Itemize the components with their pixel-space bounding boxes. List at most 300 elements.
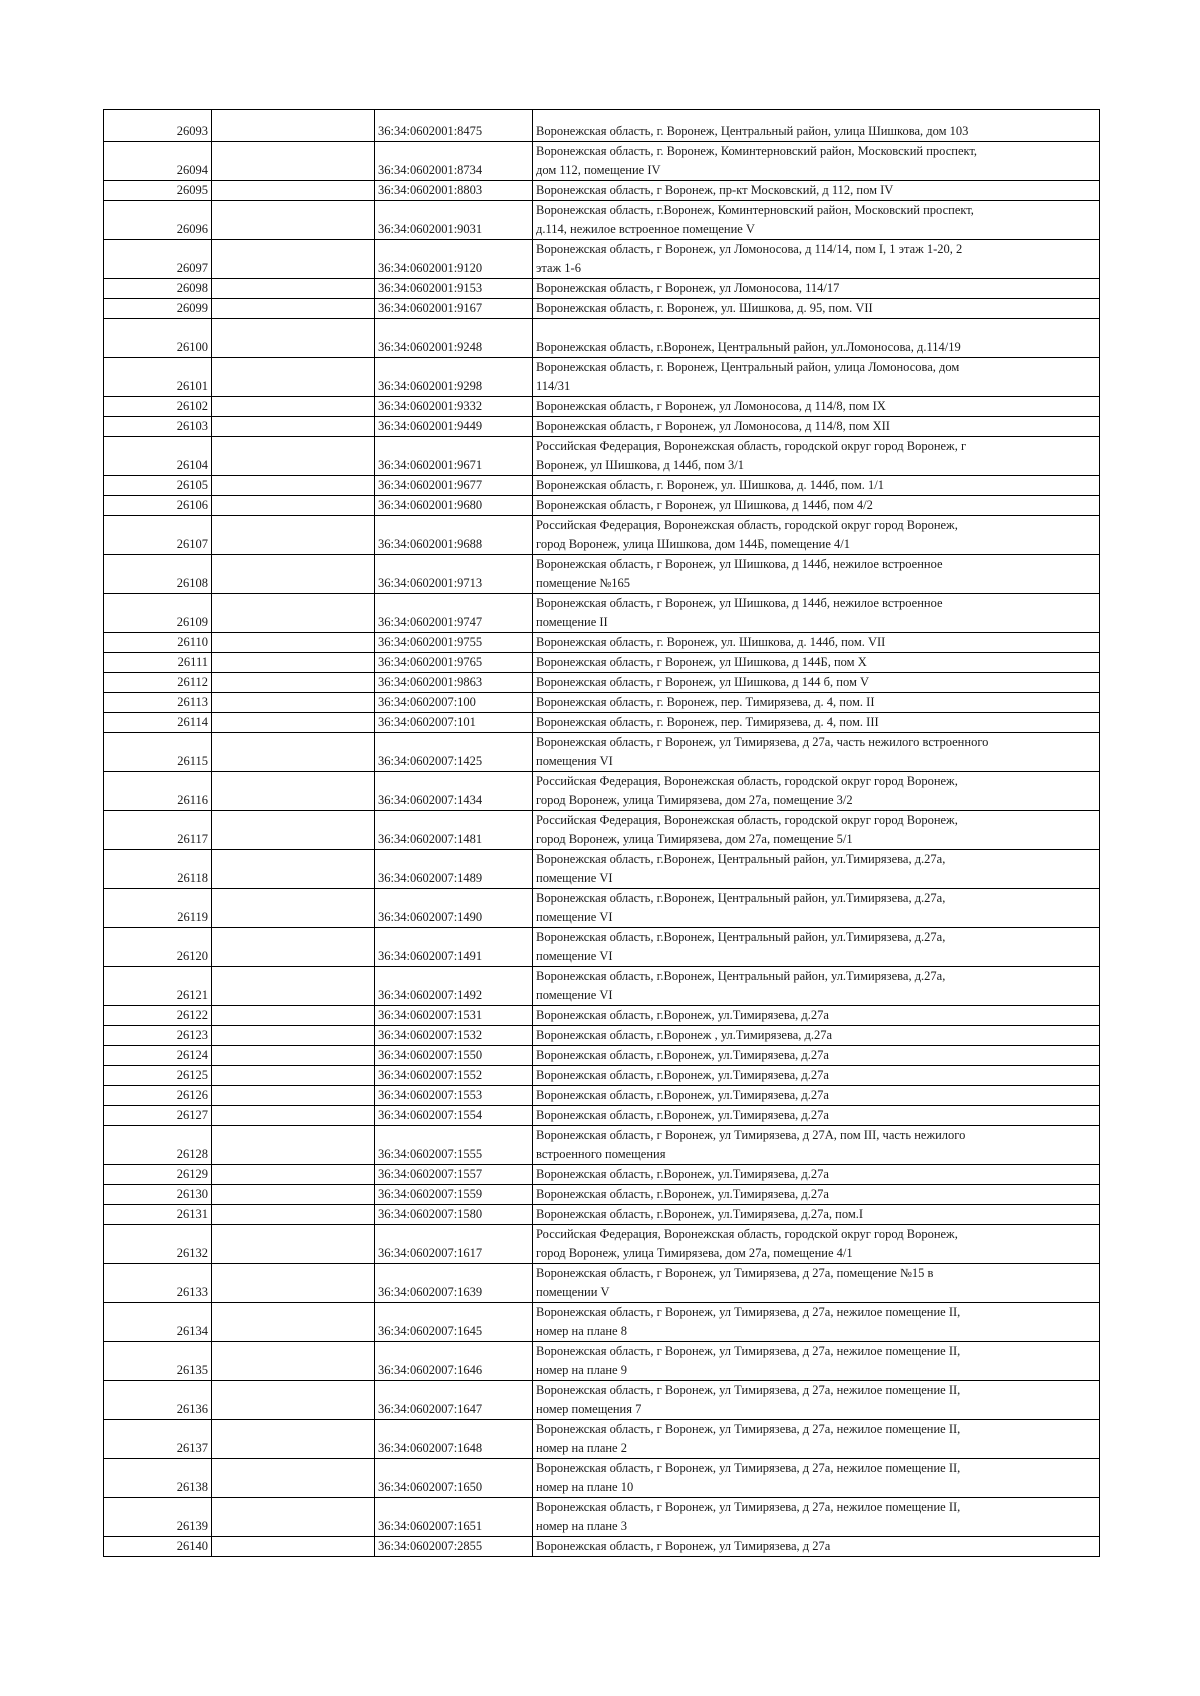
row-number: 26105 [104, 476, 212, 496]
empty-cell [212, 279, 375, 299]
address-cell [533, 476, 1100, 496]
cadastral-number: 36:34:0602007:1580 [375, 1205, 533, 1225]
row-number: 26097 [104, 240, 212, 279]
address-line: Воронежская область, г Воронеж, ул Тимирязева, д 27а, нежилое помещение II, [536, 1383, 961, 1397]
cadastral-number: 36:34:0602007:1550 [375, 1046, 533, 1066]
cadastral-number: 36:34:0602007:1647 [375, 1381, 533, 1420]
table-row [104, 437, 1100, 476]
address-cell [533, 110, 1100, 142]
address-line: Воронежская область, г.Воронеж, Центральный район, ул.Тимирязева, д.27а, [536, 891, 946, 905]
address-line: Воронежская область, г. Воронеж, ул. Шишкова, д. 95, пом. VII [536, 301, 873, 315]
table-row [104, 673, 1100, 693]
address-cell [533, 181, 1100, 201]
row-number: 26109 [104, 594, 212, 633]
row-number: 26107 [104, 516, 212, 555]
row-number: 26101 [104, 358, 212, 397]
cadastral-number: 36:34:0602007:1557 [375, 1165, 533, 1185]
registry-table [103, 109, 1100, 1557]
cadastral-number: 36:34:0602001:9755 [375, 633, 533, 653]
address-line: номер на плане 9 [536, 1363, 627, 1377]
address-line: д.114, нежилое встроенное помещение V [536, 222, 755, 236]
address-line: Воронежская область, г.Воронеж, ул.Тимирязева, д.27а [536, 1167, 829, 1181]
empty-cell [212, 811, 375, 850]
table-row [104, 811, 1100, 850]
row-number: 26094 [104, 142, 212, 181]
address-cell [533, 653, 1100, 673]
address-line: помещение №165 [536, 576, 631, 590]
address-line: Воронежская область, г Воронеж, ул Шишкова, д 144б, нежилое встроенное [536, 557, 943, 571]
address-cell [533, 673, 1100, 693]
cadastral-number: 36:34:0602001:9298 [375, 358, 533, 397]
row-number: 26116 [104, 772, 212, 811]
address-cell [533, 1046, 1100, 1066]
address-line: Воронежская область, г. Воронеж, ул. Шишкова, д. 144б, пом. 1/1 [536, 478, 884, 492]
cadastral-number: 36:34:0602007:1559 [375, 1185, 533, 1205]
empty-cell [212, 240, 375, 279]
address-line: Российская Федерация, Воронежская область, городской округ город Воронеж, [536, 1227, 958, 1241]
empty-cell [212, 889, 375, 928]
row-number: 26136 [104, 1381, 212, 1420]
empty-cell [212, 142, 375, 181]
table-row [104, 1126, 1100, 1165]
empty-cell [212, 733, 375, 772]
cadastral-number: 36:34:0602007:1492 [375, 967, 533, 1006]
empty-cell [212, 476, 375, 496]
address-line: этаж 1-6 [536, 261, 581, 275]
row-number: 26113 [104, 693, 212, 713]
cadastral-number: 36:34:0602001:9248 [375, 319, 533, 358]
table-row [104, 653, 1100, 673]
table-row [104, 299, 1100, 319]
row-number: 26126 [104, 1086, 212, 1106]
address-line: помещение VI [536, 871, 613, 885]
address-cell [533, 1165, 1100, 1185]
address-cell [533, 1006, 1100, 1026]
empty-cell [212, 653, 375, 673]
table-row [104, 1381, 1100, 1420]
table-row [104, 1420, 1100, 1459]
cadastral-number: 36:34:0602001:9120 [375, 240, 533, 279]
empty-cell [212, 1459, 375, 1498]
address-line: помещении V [536, 1285, 610, 1299]
address-line: встроенного помещения [536, 1147, 666, 1161]
address-cell [533, 496, 1100, 516]
table-row [104, 967, 1100, 1006]
address-cell [533, 516, 1100, 555]
empty-cell [212, 928, 375, 967]
table-row [104, 358, 1100, 397]
row-number: 26114 [104, 713, 212, 733]
cadastral-number: 36:34:0602001:8475 [375, 110, 533, 142]
empty-cell [212, 417, 375, 437]
table-row [104, 181, 1100, 201]
cadastral-number: 36:34:0602001:9688 [375, 516, 533, 555]
address-cell [533, 928, 1100, 967]
cadastral-number: 36:34:0602001:9747 [375, 594, 533, 633]
row-number: 26095 [104, 181, 212, 201]
address-line: Российская Федерация, Воронежская область, городской округ город Воронеж, г [536, 439, 967, 453]
address-line: Воронежская область, г Воронеж, ул Тимирязева, д 27а, нежилое помещение II, [536, 1422, 961, 1436]
address-cell [533, 555, 1100, 594]
address-line: номер помещения 7 [536, 1402, 642, 1416]
empty-cell [212, 1381, 375, 1420]
cadastral-number: 36:34:0602001:9765 [375, 653, 533, 673]
empty-cell [212, 1498, 375, 1537]
row-number: 26138 [104, 1459, 212, 1498]
address-line: Воронежская область, г Воронеж, пр-кт Московский, д 112, пом IV [536, 183, 894, 197]
address-line: Воронежская область, г Воронеж, ул Шишкова, д 144б, нежилое встроенное [536, 596, 943, 610]
empty-cell [212, 967, 375, 1006]
address-line: Воронежская область, г.Воронеж, ул.Тимирязева, д.27а [536, 1108, 829, 1122]
empty-cell [212, 110, 375, 142]
table-row [104, 110, 1100, 142]
address-line: город Воронеж, улица Тимирязева, дом 27а, помещение 3/2 [536, 793, 853, 807]
empty-cell [212, 673, 375, 693]
cadastral-number: 36:34:0602007:1553 [375, 1086, 533, 1106]
address-line: Воронежская область, г. Воронеж, пер. Тимирязева, д. 4, пом. II [536, 695, 875, 709]
empty-cell [212, 181, 375, 201]
cadastral-number: 36:34:0602007:1532 [375, 1026, 533, 1046]
row-number: 26103 [104, 417, 212, 437]
empty-cell [212, 1126, 375, 1165]
table-row [104, 201, 1100, 240]
address-line: 114/31 [536, 379, 571, 393]
address-cell [533, 772, 1100, 811]
empty-cell [212, 555, 375, 594]
address-line: Воронежская область, г Воронеж, ул Тимирязева, д 27а, нежилое помещение II, [536, 1500, 961, 1514]
cadastral-number: 36:34:0602007:100 [375, 693, 533, 713]
cadastral-number: 36:34:0602007:1491 [375, 928, 533, 967]
table-row [104, 1459, 1100, 1498]
address-line: Воронежская область, г.Воронеж , ул.Тимирязева, д.27а [536, 1028, 833, 1042]
table-row [104, 417, 1100, 437]
cadastral-number: 36:34:0602007:1434 [375, 772, 533, 811]
table-row [104, 772, 1100, 811]
address-cell [533, 1026, 1100, 1046]
empty-cell [212, 1066, 375, 1086]
row-number: 26098 [104, 279, 212, 299]
table-row [104, 594, 1100, 633]
address-line: Воронежская область, г.Воронеж, ул.Тимирязева, д.27а [536, 1187, 829, 1201]
row-number: 26096 [104, 201, 212, 240]
empty-cell [212, 1420, 375, 1459]
cadastral-number: 36:34:0602001:9153 [375, 279, 533, 299]
row-number: 26112 [104, 673, 212, 693]
table-row [104, 1066, 1100, 1086]
row-number: 26100 [104, 319, 212, 358]
cadastral-number: 36:34:0602007:1552 [375, 1066, 533, 1086]
address-cell [533, 1205, 1100, 1225]
address-cell [533, 437, 1100, 476]
table-row [104, 1205, 1100, 1225]
address-line: помещение VI [536, 949, 613, 963]
address-line: Воронежская область, г.Воронеж, ул.Тимирязева, д.27а [536, 1068, 829, 1082]
address-line: Воронежская область, г. Воронеж, Центральный район, улица Шишкова, дом 103 [536, 124, 969, 138]
empty-cell [212, 713, 375, 733]
address-line: Российская Федерация, Воронежская область, городской округ город Воронеж, [536, 774, 958, 788]
address-cell [533, 1106, 1100, 1126]
row-number: 26093 [104, 110, 212, 142]
address-line: Воронежская область, г Воронеж, ул Тимирязева, д 27А, пом III, часть нежилого [536, 1128, 966, 1142]
table-row [104, 713, 1100, 733]
address-line: помещения VI [536, 754, 613, 768]
address-cell [533, 1381, 1100, 1420]
address-cell [533, 299, 1100, 319]
table-row [104, 1264, 1100, 1303]
address-cell [533, 1459, 1100, 1498]
cadastral-number: 36:34:0602001:9167 [375, 299, 533, 319]
address-cell [533, 201, 1100, 240]
table-row [104, 1046, 1100, 1066]
table-row [104, 1537, 1100, 1557]
address-cell [533, 279, 1100, 299]
address-cell [533, 417, 1100, 437]
cadastral-number: 36:34:0602007:1481 [375, 811, 533, 850]
table-row [104, 633, 1100, 653]
empty-cell [212, 1046, 375, 1066]
empty-cell [212, 1086, 375, 1106]
row-number: 26128 [104, 1126, 212, 1165]
address-line: город Воронеж, улица Шишкова, дом 144Б, помещение 4/1 [536, 537, 850, 551]
row-number: 26139 [104, 1498, 212, 1537]
cadastral-number: 36:34:0602001:8734 [375, 142, 533, 181]
table-row [104, 889, 1100, 928]
table-row [104, 1225, 1100, 1264]
address-line: Воронежская область, г.Воронеж, ул.Тимирязева, д.27а [536, 1048, 829, 1062]
address-line: Воронежская область, г. Воронеж, пер. Тимирязева, д. 4, пом. III [536, 715, 879, 729]
table-row [104, 693, 1100, 713]
address-cell [533, 240, 1100, 279]
cadastral-number: 36:34:0602001:9332 [375, 397, 533, 417]
cadastral-number: 36:34:0602001:9031 [375, 201, 533, 240]
empty-cell [212, 1205, 375, 1225]
address-line: Воронежская область, г.Воронеж, Центральный район, ул.Тимирязева, д.27а, [536, 852, 946, 866]
address-line: Воронежская область, г. Воронеж, Центральный район, улица Ломоносова, дом [536, 360, 960, 374]
address-cell [533, 397, 1100, 417]
row-number: 26117 [104, 811, 212, 850]
address-cell [533, 1303, 1100, 1342]
address-cell [533, 713, 1100, 733]
cadastral-number: 36:34:0602007:1425 [375, 733, 533, 772]
row-number: 26134 [104, 1303, 212, 1342]
table-row [104, 1498, 1100, 1537]
cadastral-number: 36:34:0602007:2855 [375, 1537, 533, 1557]
row-number: 26137 [104, 1420, 212, 1459]
table-row [104, 1106, 1100, 1126]
address-cell [533, 967, 1100, 1006]
row-number: 26120 [104, 928, 212, 967]
table-row [104, 496, 1100, 516]
address-cell [533, 1066, 1100, 1086]
address-line: Воронежская область, г Воронеж, ул Тимирязева, д 27а, нежилое помещение II, [536, 1344, 961, 1358]
address-line: Воронежская область, г Воронеж, ул Шишкова, д 144Б, пом X [536, 655, 867, 669]
address-cell [533, 319, 1100, 358]
empty-cell [212, 496, 375, 516]
address-cell [533, 358, 1100, 397]
address-cell [533, 1225, 1100, 1264]
address-line: Воронежская область, г Воронеж, ул Тимирязева, д 27а, часть нежилого встроенного [536, 735, 989, 749]
table-row [104, 240, 1100, 279]
empty-cell [212, 397, 375, 417]
row-number: 26119 [104, 889, 212, 928]
address-cell [533, 1342, 1100, 1381]
address-cell [533, 1086, 1100, 1106]
row-number: 26140 [104, 1537, 212, 1557]
address-line: номер на плане 8 [536, 1324, 627, 1338]
address-cell [533, 889, 1100, 928]
row-number: 26129 [104, 1165, 212, 1185]
cadastral-number: 36:34:0602007:1531 [375, 1006, 533, 1026]
address-cell [533, 1264, 1100, 1303]
empty-cell [212, 1026, 375, 1046]
table-row [104, 850, 1100, 889]
table-row [104, 516, 1100, 555]
address-line: Российская Федерация, Воронежская область, городской округ город Воронеж, [536, 813, 958, 827]
address-cell [533, 142, 1100, 181]
address-line: Воронежская область, г.Воронеж, Центральный район, ул.Тимирязева, д.27а, [536, 930, 946, 944]
table-row [104, 1165, 1100, 1185]
address-line: Воронеж, ул Шишкова, д 144б, пом 3/1 [536, 458, 744, 472]
cadastral-number: 36:34:0602001:9677 [375, 476, 533, 496]
table-row [104, 279, 1100, 299]
row-number: 26102 [104, 397, 212, 417]
table-row [104, 142, 1100, 181]
empty-cell [212, 437, 375, 476]
row-number: 26130 [104, 1185, 212, 1205]
address-line: Воронежская область, г Воронеж, ул Тимирязева, д 27а, нежилое помещение II, [536, 1461, 961, 1475]
address-cell [533, 733, 1100, 772]
address-line: Воронежская область, г Воронеж, ул Ломоносова, 114/17 [536, 281, 840, 295]
cadastral-number: 36:34:0602007:1490 [375, 889, 533, 928]
address-cell [533, 811, 1100, 850]
empty-cell [212, 1165, 375, 1185]
table-row [104, 1303, 1100, 1342]
empty-cell [212, 1303, 375, 1342]
table-row [104, 733, 1100, 772]
address-line: Воронежская область, г.Воронеж, Центральный район, ул.Ломоносова, д.114/19 [536, 340, 961, 354]
address-line: Воронежская область, г.Воронеж, ул.Тимирязева, д.27а, пом.I [536, 1207, 864, 1221]
registry-table-body [104, 110, 1100, 1557]
address-line: Воронежская область, г Воронеж, ул Шишкова, д 144б, пом 4/2 [536, 498, 873, 512]
row-number: 26121 [104, 967, 212, 1006]
address-line: Воронежская область, г Воронеж, ул Ломоносова, д 114/14, пом I, 1 этаж 1-20, 2 [536, 242, 963, 256]
row-number: 26110 [104, 633, 212, 653]
address-cell [533, 1126, 1100, 1165]
empty-cell [212, 358, 375, 397]
address-line: Воронежская область, г.Воронеж, ул.Тимирязева, д.27а [536, 1008, 829, 1022]
cadastral-number: 36:34:0602007:1650 [375, 1459, 533, 1498]
address-line: номер на плане 2 [536, 1441, 627, 1455]
address-line: номер на плане 3 [536, 1519, 627, 1533]
address-line: город Воронеж, улица Тимирязева, дом 27а, помещение 4/1 [536, 1246, 853, 1260]
row-number: 26099 [104, 299, 212, 319]
address-line: Российская Федерация, Воронежская область, городской округ город Воронеж, [536, 518, 958, 532]
address-line: Воронежская область, г. Воронеж, Коминтерновский район, Московский проспект, [536, 144, 978, 158]
empty-cell [212, 693, 375, 713]
row-number: 26118 [104, 850, 212, 889]
address-cell [533, 693, 1100, 713]
address-line: Воронежская область, г. Воронеж, ул. Шишкова, д. 144б, пом. VII [536, 635, 886, 649]
empty-cell [212, 1537, 375, 1557]
cadastral-number: 36:34:0602007:1651 [375, 1498, 533, 1537]
empty-cell [212, 1106, 375, 1126]
table-row [104, 1086, 1100, 1106]
empty-cell [212, 633, 375, 653]
empty-cell [212, 319, 375, 358]
cadastral-number: 36:34:0602007:1554 [375, 1106, 533, 1126]
address-line: Воронежская область, г.Воронеж, Центральный район, ул.Тимирязева, д.27а, [536, 969, 946, 983]
address-line: город Воронеж, улица Тимирязева, дом 27а, помещение 5/1 [536, 832, 853, 846]
cadastral-number: 36:34:0602007:1489 [375, 850, 533, 889]
address-line: Воронежская область, г Воронеж, ул Тимирязева, д 27а [536, 1539, 831, 1553]
cadastral-number: 36:34:0602007:1639 [375, 1264, 533, 1303]
row-number: 26104 [104, 437, 212, 476]
address-cell [533, 633, 1100, 653]
table-row [104, 1342, 1100, 1381]
address-cell [533, 850, 1100, 889]
empty-cell [212, 594, 375, 633]
address-line: помещение VI [536, 910, 613, 924]
row-number: 26122 [104, 1006, 212, 1026]
table-row [104, 1026, 1100, 1046]
row-number: 26133 [104, 1264, 212, 1303]
empty-cell [212, 1264, 375, 1303]
row-number: 26132 [104, 1225, 212, 1264]
cadastral-number: 36:34:0602001:9680 [375, 496, 533, 516]
table-row [104, 1185, 1100, 1205]
empty-cell [212, 1185, 375, 1205]
address-line: Воронежская область, г Воронеж, ул Ломоносова, д 114/8, пом XII [536, 419, 890, 433]
address-line: Воронежская область, г Воронеж, ул Тимирязева, д 27а, помещение №15 в [536, 1266, 934, 1280]
table-row [104, 397, 1100, 417]
cadastral-number: 36:34:0602001:8803 [375, 181, 533, 201]
address-line: помещение II [536, 615, 608, 629]
address-line: Воронежская область, г.Воронеж, ул.Тимирязева, д.27а [536, 1088, 829, 1102]
table-row [104, 555, 1100, 594]
empty-cell [212, 201, 375, 240]
address-line: дом 112, помещение IV [536, 163, 661, 177]
cadastral-number: 36:34:0602001:9863 [375, 673, 533, 693]
cadastral-number: 36:34:0602007:101 [375, 713, 533, 733]
address-cell [533, 1420, 1100, 1459]
row-number: 26124 [104, 1046, 212, 1066]
row-number: 26125 [104, 1066, 212, 1086]
address-line: Воронежская область, г Воронеж, ул Ломоносова, д 114/8, пом IX [536, 399, 886, 413]
row-number: 26135 [104, 1342, 212, 1381]
address-cell [533, 1537, 1100, 1557]
cadastral-number: 36:34:0602007:1648 [375, 1420, 533, 1459]
address-cell [533, 594, 1100, 633]
row-number: 26127 [104, 1106, 212, 1126]
table-row [104, 1006, 1100, 1026]
row-number: 26123 [104, 1026, 212, 1046]
table-row [104, 476, 1100, 496]
row-number: 26131 [104, 1205, 212, 1225]
row-number: 26111 [104, 653, 212, 673]
empty-cell [212, 516, 375, 555]
address-cell [533, 1498, 1100, 1537]
address-line: номер на плане 10 [536, 1480, 634, 1494]
address-line: Воронежская область, г Воронеж, ул Шишкова, д 144 б, пом V [536, 675, 870, 689]
cadastral-number: 36:34:0602007:1646 [375, 1342, 533, 1381]
address-cell [533, 1185, 1100, 1205]
address-line: Воронежская область, г.Воронеж, Коминтерновский район, Московский проспект, [536, 203, 974, 217]
row-number: 26115 [104, 733, 212, 772]
empty-cell [212, 850, 375, 889]
table-row [104, 319, 1100, 358]
row-number: 26106 [104, 496, 212, 516]
empty-cell [212, 1006, 375, 1026]
